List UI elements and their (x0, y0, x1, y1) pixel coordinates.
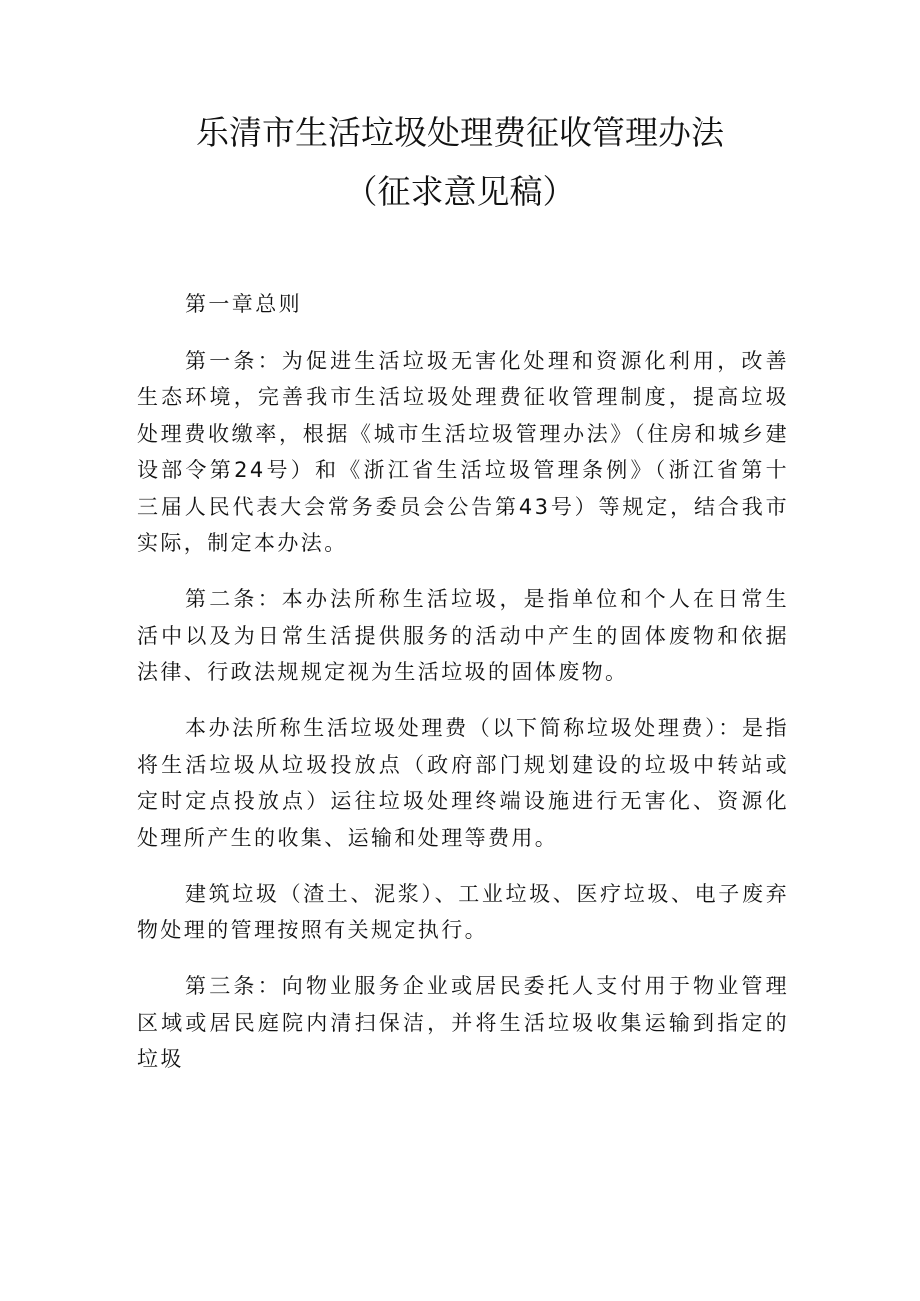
document-body (137, 286, 789, 1097)
article-2-fee-definition-paragraph: 本办法所称生活垃圾处理费（以下简称垃圾处理费）：是指将生活垃圾从垃圾投放点（政府部门规划建设的垃圾中转站或定时定点投放点）运往垃圾处理终端设施进行无害化、资源化处理所产生的收集、运输和处理等费用。 (137, 716, 789, 850)
article-2-exclusion-paragraph: 建筑垃圾（渣土、泥浆）、工业垃圾、医疗垃圾、电子废弃物处理的管理按照有关规定执行。 (137, 881, 789, 942)
article-1-paragraph: 第一条：为促进生活垃圾无害化处理和资源化利用，改善生态环境，完善我市生活垃圾处理费征收管理制度，提高垃圾处理费收缴率，根据《城市生活垃圾管理办法》（住房和城乡建设部令第24号）和《浙江省生活垃圾管理条例》（浙江省第十三届人民代表大会常务委员会公告第43号）等规定，结合我市实际，制定本办法。 (137, 348, 789, 555)
article-3-paragraph: 第三条：向物业服务企业或居民委托人支付用于物业管理区域或居民庭院内清扫保洁，并将生活垃圾收集运输到指定的垃圾 (137, 974, 789, 1071)
document-title: 乐清市生活垃圾处理费征收管理办法 (196, 113, 724, 152)
document-subtitle: （征求意见稿） (344, 172, 576, 211)
article-2-paragraph: 第二条：本办法所称生活垃圾，是指单位和个人在日常生活中以及为日常生活提供服务的活动中产生的固体废物和依据法律、行政法规规定视为生活垃圾的固体废物。 (137, 587, 789, 684)
chapter-heading: 第一章总则 (185, 292, 302, 316)
